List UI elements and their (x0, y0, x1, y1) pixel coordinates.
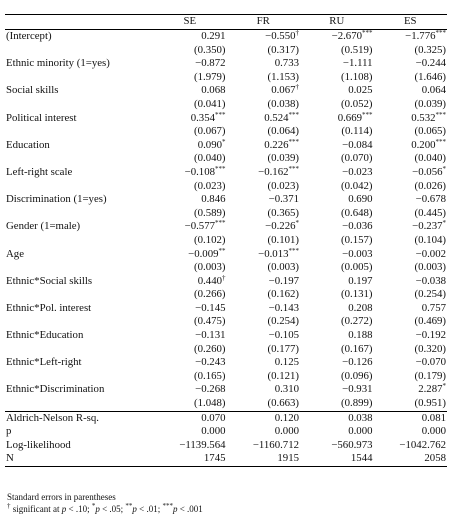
star-mark: * (91, 502, 96, 510)
standard-error-cell: (0.026) (414, 179, 446, 192)
coefficient-value: −1.776 (405, 30, 436, 42)
coefficient-value: 2.287 (418, 383, 443, 396)
estimate-row (5, 329, 447, 343)
coefficient-value: 0.532 (411, 111, 436, 124)
estimate-row (5, 84, 447, 98)
row-label-blank (5, 207, 153, 221)
estimate-cell (374, 84, 448, 98)
standard-error-cell: (0.064) (267, 125, 299, 138)
standard-error-cell: (0.005) (341, 261, 373, 274)
row-label: Social skills (6, 84, 59, 97)
row-label-blank (5, 234, 153, 248)
standard-error-cell: (0.272) (341, 315, 373, 328)
estimate-row (5, 57, 447, 71)
estimate-cell (300, 84, 374, 98)
statistic-label: Log-likelihood (6, 438, 71, 451)
estimate-cell (300, 139, 374, 153)
significance-mark: * (295, 219, 299, 228)
note-text: < .001 (177, 504, 203, 514)
coefficient-value: −0.931 (342, 383, 373, 396)
standard-error-cell: (0.003) (414, 261, 446, 274)
estimate-cell (374, 112, 448, 126)
standard-error-cell: (0.899) (341, 397, 373, 410)
significance-mark: * (442, 382, 446, 391)
standard-error-row (5, 397, 447, 411)
coefficient-value: −0.009 (188, 247, 219, 260)
estimate-cell (153, 30, 227, 44)
estimate-cell (153, 166, 227, 180)
estimate-cell (300, 302, 374, 316)
note-standard-errors: Standard errors in parentheses (7, 492, 116, 502)
standard-error-cell: (1.048) (194, 397, 226, 410)
row-label: Discrimination (1=yes) (6, 193, 107, 206)
row-label: Ethnic*Social skills (6, 274, 93, 287)
coefficient-value: −0.268 (195, 383, 226, 396)
coefficient-value: −0.550 (265, 30, 296, 42)
coefficient-value: −0.070 (415, 356, 446, 369)
standard-error-cell: (0.648) (341, 206, 373, 219)
significance-mark: † (222, 273, 226, 282)
row-label-blank (5, 44, 153, 58)
coefficient-value: −0.197 (268, 274, 299, 287)
estimate-cell (227, 356, 301, 370)
row-label: (Intercept) (6, 30, 52, 42)
estimate-cell (153, 329, 227, 343)
estimate-cell (153, 193, 227, 207)
row-label: Ethnic minority (1=yes) (6, 57, 110, 70)
estimate-cell (227, 193, 301, 207)
row-label-blank (5, 370, 153, 384)
standard-error-cell: (0.260) (194, 342, 226, 355)
estimate-cell (227, 166, 301, 180)
table-body (5, 30, 447, 467)
estimate-cell (227, 112, 301, 126)
row-label: Political interest (6, 111, 77, 124)
row-label: Ethnic*Discrimination (6, 383, 105, 396)
coefficient-value: 0.690 (348, 193, 373, 206)
statistic-value: 2058 (374, 452, 448, 466)
row-label-blank (5, 261, 153, 275)
standard-error-cell: (0.052) (341, 97, 373, 110)
note-text: < .10; (66, 504, 92, 514)
row-label-blank (5, 98, 153, 112)
statistic-value: 0.000 (348, 425, 373, 438)
coefficient-value: −0.243 (195, 356, 226, 369)
standard-error-row (5, 315, 447, 329)
estimate-cell (300, 30, 374, 44)
statistic-value: −1160.712 (252, 438, 299, 451)
standard-error-cell: (0.157) (341, 233, 373, 246)
standard-error-cell: (0.320) (414, 342, 446, 355)
standard-error-cell: (0.040) (194, 152, 226, 165)
coefficient-value: 0.846 (201, 193, 226, 206)
standard-error-cell: (0.179) (414, 369, 446, 382)
statistic-label: Aldrich-Nelson R-sq. (5, 411, 153, 425)
coefficient-value: −0.371 (268, 193, 299, 206)
estimate-cell (227, 248, 301, 262)
coefficient-value: 0.197 (348, 274, 373, 287)
estimate-cell (227, 302, 301, 316)
estimate-cell (227, 57, 301, 71)
estimate-cell (227, 84, 301, 98)
estimate-row (5, 383, 447, 397)
coefficient-value: −0.108 (184, 165, 215, 178)
estimate-cell (300, 248, 374, 262)
estimate-row (5, 356, 447, 370)
estimate-cell (153, 302, 227, 316)
standard-error-cell: (0.165) (194, 369, 226, 382)
standard-error-cell: (0.350) (194, 43, 226, 56)
estimate-cell (374, 166, 448, 180)
coefficient-value: −0.131 (195, 329, 226, 342)
estimate-row (5, 166, 447, 180)
coefficient-value: −0.056 (412, 165, 443, 178)
statistic-value: 0.000 (201, 425, 226, 438)
estimate-cell (300, 275, 374, 289)
p-symbol: p (95, 504, 100, 514)
standard-error-cell: (1.979) (194, 70, 226, 83)
standard-error-cell: (0.104) (414, 233, 446, 246)
statistic-value: 1544 (300, 452, 374, 466)
estimate-row (5, 112, 447, 126)
row-label: Ethnic*Education (6, 329, 84, 342)
significance-mark: *** (362, 110, 373, 119)
standard-error-row (5, 343, 447, 357)
coefficient-value: 0.757 (421, 301, 446, 314)
significance-mark: *** (288, 246, 299, 255)
standard-error-cell: (0.325) (414, 43, 446, 56)
row-label-blank (5, 180, 153, 194)
row-label-blank (5, 152, 153, 166)
row-label: Ethnic*Pol. interest (6, 301, 92, 314)
coefficient-value: −0.126 (342, 356, 373, 369)
standard-error-cell: (0.475) (194, 315, 226, 328)
significance-mark: † (295, 83, 299, 92)
significance-mark: * (222, 137, 226, 146)
statistic-value: −560.973 (331, 438, 373, 451)
estimate-cell (153, 248, 227, 262)
standard-error-cell: (0.041) (194, 97, 226, 110)
estimate-cell (227, 139, 301, 153)
estimate-cell (374, 302, 448, 316)
coefficient-value: −0.162 (258, 165, 289, 178)
statistic-value: 0.038 (300, 411, 374, 425)
estimate-cell (153, 84, 227, 98)
p-symbol: p (172, 504, 178, 514)
coefficient-value: −0.192 (415, 329, 446, 342)
estimate-cell (227, 329, 301, 343)
statistic-row (5, 411, 447, 425)
estimate-cell (227, 220, 301, 234)
coefficient-value: 0.068 (201, 84, 226, 97)
estimate-cell (300, 57, 374, 71)
coefficient-value: −0.143 (268, 301, 299, 314)
standard-error-cell: (0.445) (414, 206, 446, 219)
estimate-cell (153, 139, 227, 153)
significance-mark: *** (435, 110, 446, 119)
coefficient-value: 0.090 (197, 138, 222, 151)
statistic-value: 1915 (227, 452, 301, 466)
standard-error-cell: (0.317) (267, 43, 299, 56)
standard-error-row (5, 125, 447, 139)
significance-mark: *** (215, 164, 226, 173)
p-symbol: p (61, 504, 67, 514)
coefficient-value: 0.354 (190, 111, 215, 124)
standard-error-cell: (0.101) (267, 233, 299, 246)
standard-error-cell: (0.131) (341, 288, 373, 301)
standard-error-cell: (1.646) (414, 70, 446, 83)
estimate-row (5, 302, 447, 316)
statistic-row (5, 439, 447, 453)
star-mark: *** (162, 502, 173, 510)
statistic-label: N (5, 452, 153, 466)
standard-error-cell: (0.023) (267, 179, 299, 192)
standard-error-cell: (0.254) (414, 288, 446, 301)
row-label: Gender (1=male) (6, 220, 81, 233)
standard-error-cell: (0.162) (267, 288, 299, 301)
coefficient-value: −0.002 (415, 247, 446, 260)
estimate-row (5, 193, 447, 207)
standard-error-cell: (0.065) (414, 125, 446, 138)
column-header: SE (153, 15, 227, 30)
note-text: significant at (10, 504, 62, 514)
row-label-blank (5, 125, 153, 139)
estimate-cell (227, 275, 301, 289)
coefficient-value: −0.226 (265, 220, 296, 233)
standard-error-row (5, 234, 447, 248)
regression-table (5, 14, 447, 467)
coefficient-value: −0.084 (342, 138, 373, 151)
coefficient-value: 0.067 (271, 84, 296, 97)
coefficient-value: 0.440 (197, 274, 222, 287)
coefficient-value: −0.003 (342, 247, 373, 260)
standard-error-cell: (0.254) (267, 315, 299, 328)
statistic-value: 0.000 (421, 425, 446, 438)
standard-error-cell: (0.003) (194, 261, 226, 274)
estimate-row (5, 275, 447, 289)
coefficient-value: 0.310 (274, 383, 299, 396)
star-mark: ** (125, 502, 133, 510)
coefficient-value: −0.023 (342, 165, 373, 178)
coefficient-value: 0.733 (274, 57, 299, 70)
table-header-row (5, 15, 447, 30)
estimate-cell (300, 112, 374, 126)
estimate-cell (153, 356, 227, 370)
standard-error-cell: (0.023) (194, 179, 226, 192)
coefficient-value: −0.872 (195, 57, 226, 70)
estimate-cell (153, 57, 227, 71)
estimate-row (5, 248, 447, 262)
statistic-value: 0.081 (374, 411, 448, 425)
coefficient-value: 0.208 (348, 301, 373, 314)
estimate-cell (374, 356, 448, 370)
coefficient-value: −0.678 (415, 193, 446, 206)
standard-error-cell: (0.167) (341, 342, 373, 355)
estimate-cell (227, 383, 301, 397)
significance-mark: *** (435, 29, 446, 37)
standard-error-row (5, 180, 447, 194)
statistic-value: 0.120 (227, 411, 301, 425)
estimate-cell (153, 275, 227, 289)
statistic-row (5, 425, 447, 439)
coefficient-value: 0.291 (201, 30, 226, 42)
estimate-cell (153, 220, 227, 234)
coefficient-value: 0.025 (348, 84, 373, 97)
coefficient-value: −1.111 (342, 57, 373, 70)
estimate-cell (374, 193, 448, 207)
estimate-cell (153, 383, 227, 397)
row-label: Left-right scale (6, 165, 73, 178)
standard-error-cell: (0.266) (194, 288, 226, 301)
standard-error-cell: (0.039) (414, 97, 446, 110)
coefficient-value: 0.669 (337, 111, 362, 124)
standard-error-cell: (0.039) (267, 152, 299, 165)
estimate-cell (374, 329, 448, 343)
standard-error-row (5, 261, 447, 275)
table-notes (7, 491, 203, 515)
estimate-cell (374, 275, 448, 289)
standard-error-cell: (0.177) (267, 342, 299, 355)
coefficient-value: −0.577 (184, 220, 215, 233)
significance-mark: *** (288, 137, 299, 146)
estimate-cell (374, 383, 448, 397)
significance-mark: *** (362, 29, 373, 37)
coefficient-value: −0.237 (412, 220, 443, 233)
note-text: < .01; (136, 504, 163, 514)
coefficient-value: 0.064 (421, 84, 446, 97)
column-header: FR (227, 15, 301, 30)
standard-error-cell: (0.040) (414, 152, 446, 165)
row-label: Age (6, 247, 24, 260)
standard-error-cell: (1.108) (341, 70, 373, 83)
row-label: Ethnic*Left-right (6, 356, 82, 369)
row-label-blank (5, 315, 153, 329)
coefficient-value: 0.524 (264, 111, 289, 124)
statistic-label: p (6, 425, 12, 438)
significance-mark: *** (435, 137, 446, 146)
standard-error-cell: (0.663) (267, 397, 299, 410)
standard-error-cell: (0.102) (194, 233, 226, 246)
note-significance (7, 503, 203, 515)
significance-mark: *** (288, 110, 299, 119)
standard-error-cell: (0.365) (267, 206, 299, 219)
dagger-mark: † (7, 502, 11, 510)
standard-error-row (5, 71, 447, 85)
statistic-value: −1139.564 (179, 438, 226, 451)
significance-mark: † (295, 29, 299, 37)
estimate-cell (374, 248, 448, 262)
coefficient-value: −0.036 (342, 220, 373, 233)
standard-error-cell: (0.589) (194, 206, 226, 219)
standard-error-row (5, 44, 447, 58)
estimate-cell (374, 30, 448, 44)
statistic-value: 0.000 (274, 425, 299, 438)
row-label-blank (5, 288, 153, 302)
coefficient-value: −0.038 (415, 274, 446, 287)
standard-error-row (5, 207, 447, 221)
coefficient-value: −0.145 (195, 301, 226, 314)
coefficient-value: −0.244 (415, 57, 446, 70)
standard-error-cell: (0.096) (341, 369, 373, 382)
estimate-cell (300, 220, 374, 234)
coefficient-value: −0.013 (258, 247, 289, 260)
standard-error-cell: (0.121) (267, 369, 299, 382)
coefficient-value: 0.125 (274, 356, 299, 369)
estimate-cell (153, 112, 227, 126)
standard-error-row (5, 98, 447, 112)
significance-mark: * (442, 219, 446, 228)
standard-error-row (5, 288, 447, 302)
coefficient-value: −2.670 (331, 30, 362, 42)
standard-error-row (5, 152, 447, 166)
estimate-row (5, 139, 447, 153)
standard-error-cell: (0.114) (341, 125, 373, 138)
standard-error-row (5, 370, 447, 384)
significance-mark: *** (215, 219, 226, 228)
significance-mark: *** (215, 110, 226, 119)
standard-error-cell: (0.038) (267, 97, 299, 110)
column-header: RU (300, 15, 374, 30)
statistic-row (5, 452, 447, 466)
coefficient-value: 0.200 (411, 138, 436, 151)
header-blank (5, 15, 153, 30)
standard-error-cell: (0.067) (194, 125, 226, 138)
coefficient-value: 0.226 (264, 138, 289, 151)
significance-mark: ** (218, 246, 226, 255)
statistic-value: 0.070 (153, 411, 227, 425)
coefficient-value: −0.105 (268, 329, 299, 342)
column-header: ES (374, 15, 448, 30)
estimate-row (5, 220, 447, 234)
note-text: < .05; (99, 504, 126, 514)
p-symbol: p (132, 504, 137, 514)
significance-mark: *** (288, 164, 299, 173)
estimate-cell (300, 383, 374, 397)
standard-error-cell: (0.469) (414, 315, 446, 328)
row-label-blank (5, 343, 153, 357)
statistic-value: −1042.762 (399, 438, 446, 451)
statistic-value: 1745 (153, 452, 227, 466)
standard-error-cell: (0.951) (414, 397, 446, 410)
coefficient-value: 0.188 (348, 329, 373, 342)
estimate-cell (300, 329, 374, 343)
standard-error-cell: (0.519) (341, 43, 373, 56)
row-label-blank (5, 397, 153, 411)
estimate-cell (374, 57, 448, 71)
estimate-cell (374, 139, 448, 153)
estimate-cell (374, 220, 448, 234)
estimate-cell (300, 356, 374, 370)
estimate-cell (300, 193, 374, 207)
standard-error-cell: (0.070) (341, 152, 373, 165)
standard-error-cell: (0.003) (267, 261, 299, 274)
estimate-cell (300, 166, 374, 180)
row-label: Education (6, 138, 50, 151)
estimate-cell (227, 30, 301, 44)
standard-error-cell: (1.153) (267, 70, 299, 83)
significance-mark: * (442, 164, 446, 173)
row-label-blank (5, 71, 153, 85)
standard-error-cell: (0.042) (341, 179, 373, 192)
estimate-row (5, 30, 447, 44)
